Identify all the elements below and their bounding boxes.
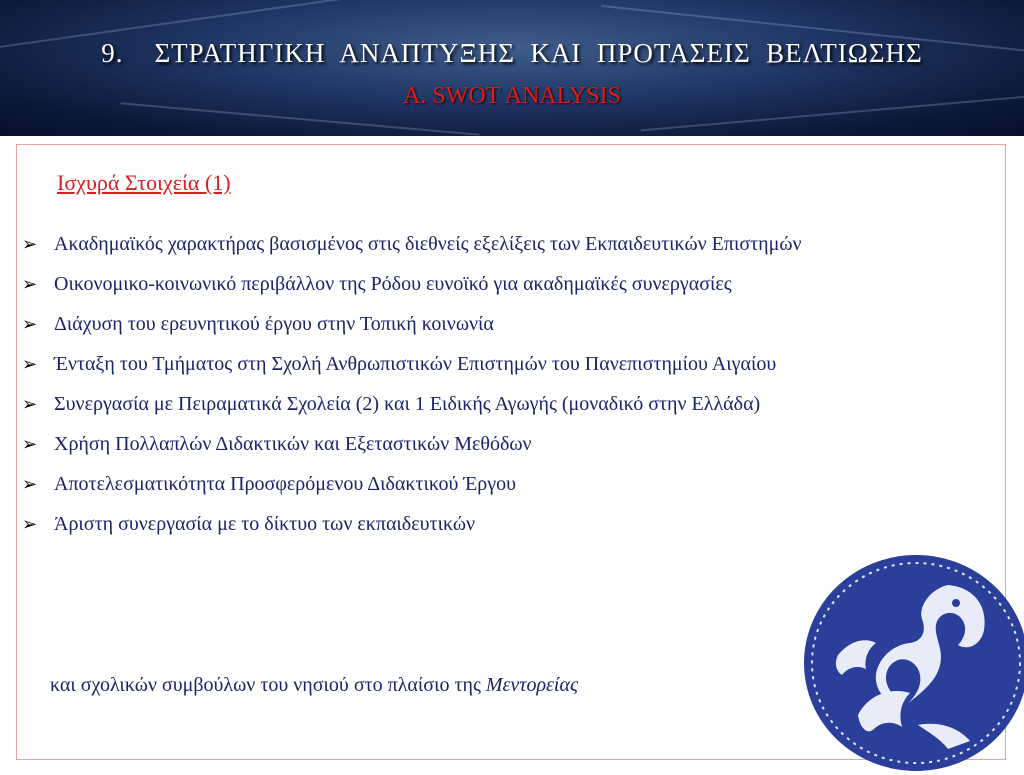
list-item	[22, 227, 1012, 261]
university-sphinx-seal-icon	[798, 545, 1024, 775]
list-item	[22, 307, 1012, 341]
list-item-text: Οικονομικο-κοινωνικό περιβάλλον της Ρόδου ευνοϊκό για ακαδημαϊκές συνεργασίες	[54, 273, 732, 295]
list-item	[22, 387, 1012, 421]
strengths-list	[22, 227, 1012, 547]
list-item-text: Χρήση Πολλαπλών Διδακτικών και Εξεταστικών Μεθόδων	[54, 433, 532, 455]
arrow-bullet-icon: ➢	[22, 274, 38, 294]
list-item-text: Άριστη συνεργασία με το δίκτυο των εκπαιδευτικών	[54, 513, 476, 535]
list-item-text: Συνεργασία με Πειραματικά Σχολεία (2) και 1 Ειδικής Αγωγής (μοναδικό στην Ελλάδα)	[54, 393, 761, 415]
page-title: 9. ΣΤΡΑΤΗΓΙΚΗ ΑΝΑΠΤΥΞΗΣ ΚΑΙ ΠΡΟΤΑΣΕΙΣ ΒΕΛΤΙΩΣΗΣ	[101, 38, 923, 68]
continuation-emphasis: Μεντορείας	[485, 674, 579, 696]
header-banner	[0, 0, 1024, 136]
list-item-text: Ακαδημαϊκός χαρακτήρας βασισμένος στις διεθνείς εξελίξεις των Εκπαιδευτικών Επιστημών	[54, 233, 802, 255]
arrow-bullet-icon: ➢	[22, 234, 38, 254]
arrow-bullet-icon: ➢	[22, 474, 38, 494]
arrow-bullet-icon: ➢	[22, 314, 38, 334]
arrow-bullet-icon: ➢	[22, 394, 38, 414]
list-item-continuation	[50, 674, 578, 697]
list-item-text: Ένταξη του Τμήματος στη Σχολή Ανθρωπιστικών Επιστημών του Πανεπιστημίου Αιγαίου	[54, 353, 777, 375]
list-item-text: Αποτελεσματικότητα Προσφερόμενου Διδακτικού Έργου	[54, 473, 516, 495]
list-item-text: Διάχυση του ερευνητικού έργου στην Τοπική κοινωνία	[54, 313, 494, 335]
list-item	[22, 267, 1012, 301]
arrow-bullet-icon: ➢	[22, 434, 38, 454]
arrow-bullet-icon: ➢	[22, 514, 38, 534]
continuation-text: και σχολικών συμβούλων του νησιού στο πλαίσιο της	[50, 674, 481, 696]
list-item	[22, 427, 1012, 461]
list-item	[22, 507, 1012, 541]
page-subtitle: A. SWOT ANALYSIS	[403, 83, 621, 109]
section-title: Ισχυρά Στοιχεία (1)	[57, 170, 231, 195]
list-item	[22, 347, 1012, 381]
list-item	[22, 467, 1012, 501]
arrow-bullet-icon: ➢	[22, 354, 38, 374]
